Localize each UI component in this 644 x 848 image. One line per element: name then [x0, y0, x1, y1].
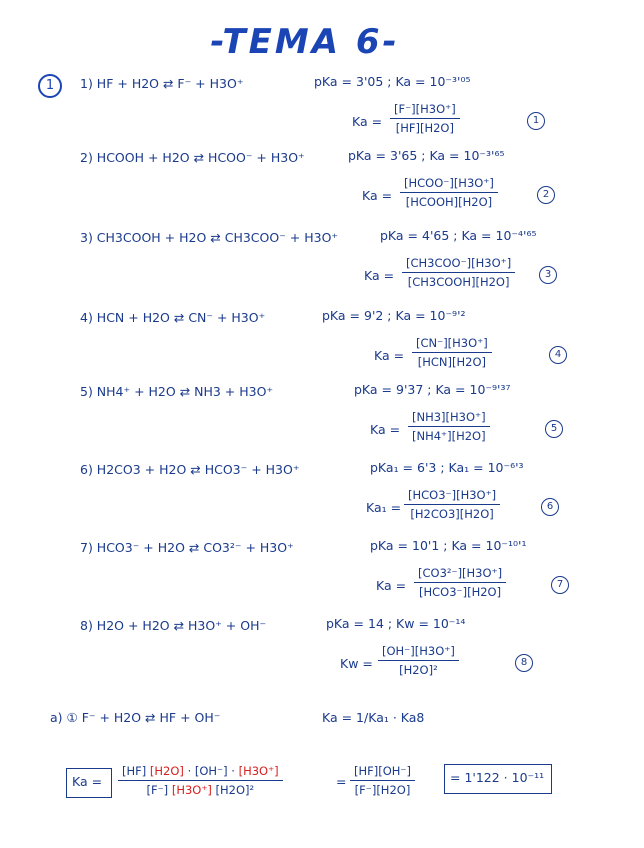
- constant-fraction: [390, 102, 460, 135]
- fraction-numerator: [OH⁻][H3O⁺]: [378, 644, 459, 661]
- constant-fraction: [400, 176, 498, 209]
- num-hf: [HF]: [122, 764, 147, 778]
- pka-value: pKa = 3'65 ; Ka = 10⁻³'⁶⁵: [348, 148, 505, 163]
- equation-number: 3: [539, 266, 557, 284]
- fraction-denominator: [H2O]²: [399, 663, 438, 677]
- result-numerator-1: [118, 764, 283, 781]
- constant-fraction: [408, 410, 490, 443]
- equation-number: 4: [549, 346, 567, 364]
- pka-value: pKa₁ = 6'3 ; Ka₁ = 10⁻⁶'³: [370, 460, 524, 475]
- constant-fraction: [378, 644, 459, 677]
- fraction-numerator: [HCOO⁻][H3O⁺]: [400, 176, 498, 193]
- equation-number: 5: [545, 420, 563, 438]
- reaction-equation: 3) CH3COOH + H2O ⇄ CH3COO⁻ + H3O⁺: [80, 230, 339, 245]
- constant-label: Ka =: [362, 188, 393, 203]
- fraction-numerator: [F⁻][H3O⁺]: [390, 102, 460, 119]
- den-f: [F⁻]: [146, 783, 169, 797]
- fraction-denominator: [HCOOH][H2O]: [405, 195, 493, 209]
- part-a-constant-relation: Ka = 1/Ka₁ · Ka8: [322, 710, 425, 725]
- reaction-equation: 4) HCN + H2O ⇄ CN⁻ + H3O⁺: [80, 310, 266, 325]
- constant-fraction: [412, 336, 492, 369]
- result-fraction-2: [350, 764, 415, 797]
- result-numerator-2: [HF][OH⁻]: [350, 764, 415, 781]
- fraction-numerator: [CO3²⁻][H3O⁺]: [414, 566, 506, 583]
- num-h2o-cancelled: [H2O]: [149, 764, 184, 778]
- pka-value: pKa = 9'37 ; Ka = 10⁻⁹'³⁷: [354, 382, 511, 397]
- constant-fraction: [404, 488, 500, 521]
- num-oh: · [OH⁻] ·: [187, 764, 235, 778]
- reaction-equation: 8) H2O + H2O ⇄ H3O⁺ + OH⁻: [80, 618, 267, 633]
- fraction-numerator: [NH3][H3O⁺]: [408, 410, 490, 427]
- pka-value: pKa = 4'65 ; Ka = 10⁻⁴'⁶⁵: [380, 228, 537, 243]
- result-denominator-2: [F⁻][H2O]: [354, 783, 411, 797]
- pka-value: pKa = 10'1 ; Ka = 10⁻¹⁰'¹: [370, 538, 527, 553]
- constant-label: Ka =: [352, 114, 383, 129]
- pka-value: pKa = 9'2 ; Ka = 10⁻⁹'²: [322, 308, 466, 323]
- constant-label: Ka =: [370, 422, 401, 437]
- equation-number: 8: [515, 654, 533, 672]
- fraction-numerator: [CN⁻][H3O⁺]: [412, 336, 492, 353]
- den-h2o: [H2O]²: [215, 783, 255, 797]
- result-fraction-1: [118, 764, 283, 797]
- equation-number: 2: [537, 186, 555, 204]
- constant-fraction: [402, 256, 515, 289]
- constant-label: Ka =: [376, 578, 407, 593]
- equals-sign: =: [336, 774, 347, 789]
- fraction-numerator: [CH3COO⁻][H3O⁺]: [402, 256, 515, 273]
- page-title: -TEMA 6-: [210, 22, 400, 62]
- result-value: = 1'122 · 10⁻¹¹: [450, 770, 545, 785]
- den-h3o-cancelled: [H3O⁺]: [171, 783, 212, 797]
- fraction-numerator: [HCO3⁻][H3O⁺]: [404, 488, 500, 505]
- result-ka-label: Ka =: [72, 774, 103, 789]
- reaction-equation: 6) H2CO3 + H2O ⇄ HCO3⁻ + H3O⁺: [80, 462, 300, 477]
- pka-value: pKa = 14 ; Kw = 10⁻¹⁴: [326, 616, 466, 631]
- part-a-equation: a) ① F⁻ + H2O ⇄ HF + OH⁻: [50, 710, 221, 725]
- fraction-denominator: [NH4⁺][H2O]: [412, 429, 486, 443]
- constant-label: Ka =: [374, 348, 405, 363]
- pka-value: pKa = 3'05 ; Ka = 10⁻³'⁰⁵: [314, 74, 471, 89]
- reaction-equation: 1) HF + H2O ⇄ F⁻ + H3O⁺: [80, 76, 244, 91]
- constant-label: Ka₁ =: [366, 500, 402, 515]
- constant-fraction: [414, 566, 506, 599]
- fraction-denominator: [H2CO3][H2O]: [410, 507, 494, 521]
- result-denominator-1: [143, 781, 259, 797]
- fraction-denominator: [HF][H2O]: [395, 121, 454, 135]
- equation-number: 1: [527, 112, 545, 130]
- constant-label: Kw =: [340, 656, 373, 671]
- reaction-equation: 2) HCOOH + H2O ⇄ HCOO⁻ + H3O⁺: [80, 150, 305, 165]
- constant-label: Ka =: [364, 268, 395, 283]
- fraction-denominator: [CH3COOH][H2O]: [407, 275, 510, 289]
- exercise-marker: 1: [38, 74, 62, 98]
- reaction-equation: 7) HCO3⁻ + H2O ⇄ CO3²⁻ + H3O⁺: [80, 540, 294, 555]
- fraction-denominator: [HCN][H2O]: [417, 355, 486, 369]
- reaction-equation: 5) NH4⁺ + H2O ⇄ NH3 + H3O⁺: [80, 384, 274, 399]
- equation-number: 7: [551, 576, 569, 594]
- equation-number: 6: [541, 498, 559, 516]
- num-h3o-cancelled: [H3O⁺]: [238, 764, 279, 778]
- fraction-denominator: [HCO3⁻][H2O]: [419, 585, 502, 599]
